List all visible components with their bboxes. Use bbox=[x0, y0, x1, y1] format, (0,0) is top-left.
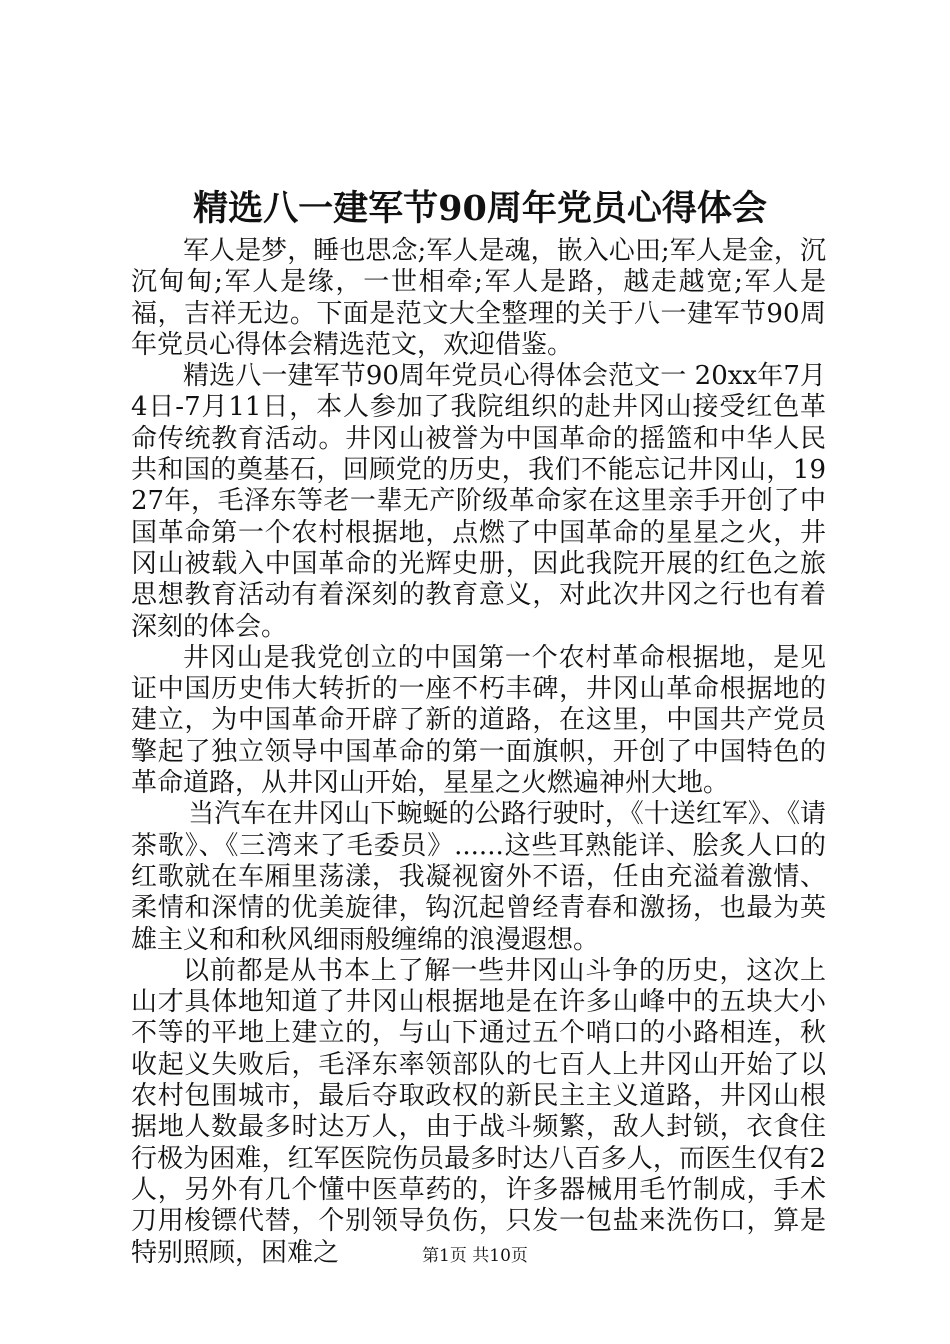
paragraph-essay-one-opening: 精选八一建军节90周年党员心得体会范文一 20xx年7月4日-7月11日，本人参加了我院组织的赴井冈山接受红色革命传统教育活动。井冈山被誉为中国革命的摇篮和中华人民共和国的奠基石，回顾党的历史，我们不能忘记井冈山，1927年，毛泽东等老一辈无产阶级革命家在这里亲手开创了中国革命第一个农村根据地，点燃了中国革命的星星之火，井冈山被载入中国革命的光辉史册，因此我院开展的红色之旅思想教育活动有着深刻的教育意义，对此次井冈之行也有着深刻的体会。 bbox=[131, 361, 826, 642]
paragraph-jinggangshan-base: 井冈山是我党创立的中国第一个农村革命根据地，是见证中国历史伟大转折的一座不朽丰碑，井冈山革命根据地的建立，为中国革命开辟了新的道路，在这里，中国共产党员擎起了独立领导中国革命的第一面旗帜，开创了中国特色的革命道路，从井冈山开始，星星之火燃遍神州大地。 bbox=[131, 642, 826, 799]
page-number-footer: 第1页 共10页 bbox=[422, 1246, 528, 1266]
paragraph-intro: 军人是梦，睡也思念;军人是魂，嵌入心田;军人是金，沉沉甸甸;军人是缘，一世相牵;军人是路，越走越宽;军人是福，吉祥无边。下面是范文大全整理的关于八一建军节90周年党员心得体会精选范文，欢迎借鉴。 bbox=[131, 236, 826, 360]
document-body bbox=[131, 236, 826, 1269]
paragraph-red-songs: 当汽车在井冈山下蜿蜒的公路行驶时，《十送红军》、《请茶歌》、《三湾来了毛委员》......这些耳熟能详、脍炙人口的红歌就在车厢里荡漾，我凝视窗外不语，任由充溢着激情、柔情和深情的优美旋律，钩沉起曾经青春和激扬，也最为英雄主义和和秋风细雨般缠绵的浪漫遐想。 bbox=[131, 799, 826, 955]
paragraph-history-details: 以前都是从书本上了解一些井冈山斗争的历史，这次上山才具体地知道了井冈山根据地是在许多山峰中的五块大小不等的平地上建立的，与山下通过五个哨口的小路相连，秋收起义失败后，毛泽东率领部队的七百人上井冈山开始了以农村包围城市，最后夺取政权的新民主主义道路，井冈山根据地人数最多时达万人，由于战斗频繁，敌人封锁，衣食住行极为困难，红军医院伤员最多时达八百多人，而医生仅有2人，另外有几个懂中医草药的，许多器械用毛竹制成，手术刀用梭镖代替，个别领导负伤，只发一包盐来洗伤口，算是特别照顾，困难之 bbox=[131, 955, 826, 1268]
page-title: 精选八一建军节90周年党员心得体会 bbox=[193, 188, 767, 229]
